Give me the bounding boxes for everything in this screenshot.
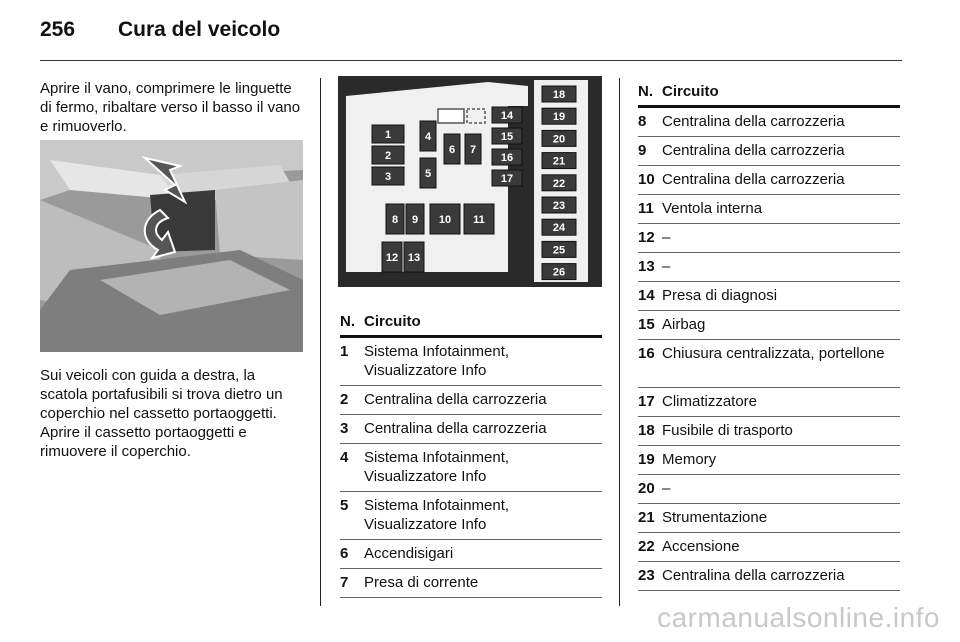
- circuit-name: Accendisigari: [364, 545, 454, 562]
- fuse-label: 21: [552, 155, 566, 168]
- circuit-name: Sistema Infotainment, Visualizzatore Info: [364, 343, 510, 379]
- fuse-label: 1: [384, 129, 392, 141]
- table-row: [340, 386, 602, 415]
- fuse-label: 17: [500, 173, 514, 185]
- circuit-name: Sistema Infotainment, Visualizzatore Info: [364, 449, 510, 485]
- table-row: [340, 444, 602, 492]
- circuit-name: –: [662, 480, 671, 497]
- table-row: [638, 137, 900, 166]
- fuse-number: 18: [638, 422, 655, 439]
- fuse-number: 14: [638, 287, 655, 304]
- table-row: [638, 108, 900, 137]
- fuse-label: 13: [407, 252, 421, 264]
- circuit-name: Presa di diagnosi: [662, 287, 778, 304]
- fuse-label: 4: [424, 131, 432, 143]
- fuse-label: 18: [552, 89, 566, 101]
- fuse-number: 19: [638, 451, 655, 468]
- fuse-label: 7: [469, 144, 477, 156]
- fuse-label: 24: [552, 222, 566, 235]
- fuse-label: 25: [552, 244, 566, 257]
- circuit-name: Centralina della carrozzeria: [662, 142, 845, 159]
- fuse-number: 12: [638, 229, 655, 246]
- circuit-name: Centralina della carrozzeria: [364, 391, 547, 408]
- fuse-number: 9: [638, 142, 647, 159]
- fuse-number: 11: [638, 200, 654, 217]
- fuse-number: 22: [638, 538, 655, 555]
- glovebox-illustration: [40, 140, 303, 352]
- fuse-label: 11: [473, 214, 485, 226]
- circuit-name: Presa di corrente: [364, 574, 479, 591]
- fuse-number: 7: [340, 574, 349, 591]
- header-circuit: Circuito: [364, 313, 421, 330]
- watermark: carmanualsonline.info: [657, 602, 940, 633]
- fuse-number: 13: [638, 258, 655, 275]
- fuse-label: 16: [500, 152, 514, 164]
- table-row: [340, 492, 602, 540]
- table-row: [638, 282, 900, 311]
- circuit-name: Ventola interna: [662, 200, 763, 217]
- fuse-number: 15: [638, 316, 655, 333]
- intro-paragraph: Aprire il vano, comprimere le linguette di fermo, ribaltare verso il basso il vano e rimuoverlo.: [40, 80, 301, 135]
- table-row: [638, 340, 900, 388]
- fuse-number: 3: [340, 420, 349, 437]
- circuit-name: Sistema Infotainment, Visualizzatore Info: [364, 497, 510, 533]
- fuse-number: 10: [638, 171, 655, 188]
- circuit-name: Chiusura centralizzata, portellone: [662, 345, 885, 362]
- table-row: [638, 417, 900, 446]
- header-number: N.: [340, 313, 355, 330]
- column-divider-right: [619, 78, 620, 606]
- table-row: [638, 195, 900, 224]
- page-title: Cura del veicolo: [118, 18, 281, 41]
- fuse-label: 19: [552, 111, 566, 124]
- fuse-box-diagram: [338, 76, 602, 287]
- table-row: [638, 311, 900, 340]
- table-row: [638, 475, 900, 504]
- fuse-number: 5: [340, 497, 349, 514]
- circuit-name: Memory: [662, 451, 717, 468]
- table-header: [340, 312, 602, 338]
- fuse-label: 5: [424, 168, 432, 180]
- glovebox-photo: [40, 140, 303, 352]
- fuse-number: 20: [638, 480, 655, 497]
- table-row: [638, 562, 900, 591]
- table-row: [638, 253, 900, 282]
- circuit-name: –: [662, 229, 671, 246]
- fuse-label: 10: [438, 214, 452, 226]
- table-row: [638, 224, 900, 253]
- fuse-label: 2: [384, 150, 392, 162]
- fuse-label: 14: [500, 110, 514, 122]
- fuse-label: 20: [552, 133, 566, 146]
- fuse-number: 16: [638, 345, 655, 362]
- fuse-number: 8: [638, 113, 647, 130]
- table-row: [638, 388, 900, 417]
- header-circuit: Circuito: [662, 83, 719, 100]
- header-rule: [40, 60, 902, 61]
- table-row: [340, 540, 602, 569]
- circuit-name: Fusibile di trasporto: [662, 422, 793, 439]
- fuse-number: 17: [638, 393, 655, 410]
- circuit-name: Centralina della carrozzeria: [662, 113, 845, 130]
- table-row: [638, 504, 900, 533]
- fuse-label: 6: [448, 144, 456, 156]
- circuit-name: Centralina della carrozzeria: [662, 171, 845, 188]
- fuse-label: 12: [385, 252, 399, 264]
- table-row: [340, 338, 602, 386]
- fuse-box-svg: [338, 76, 602, 287]
- table-row: [638, 166, 900, 195]
- fuse-label: 15: [500, 131, 514, 143]
- fuse-number: 1: [340, 343, 349, 360]
- fuse-label: 22: [552, 177, 566, 190]
- fuse-table-2: [638, 82, 900, 591]
- fuse-number: 23: [638, 567, 655, 584]
- table-row: [340, 415, 602, 444]
- header-number: N.: [638, 83, 653, 100]
- table-row: [638, 446, 900, 475]
- circuit-name: Airbag: [662, 316, 706, 333]
- fuse-number: 4: [340, 449, 349, 466]
- table-header: [638, 82, 900, 108]
- fuse-number: 21: [638, 509, 655, 526]
- rhd-paragraph: Sui veicoli con guida a destra, la scatola portafusibili si trova dietro un coperchio nel cassetto portaoggetti. Aprire il cassetto portaoggetti e rimuovere il coperchio.: [40, 367, 283, 460]
- fuse-number: 2: [340, 391, 349, 408]
- fuse-label: 8: [391, 214, 399, 226]
- column-divider-left: [320, 78, 321, 606]
- page-number: 256: [40, 18, 76, 41]
- fuse-label: 26: [552, 266, 566, 279]
- fuse-table-1: [340, 312, 602, 598]
- fuse-label: 3: [384, 171, 392, 183]
- circuit-name: –: [662, 258, 671, 275]
- circuit-name: Centralina della carrozzeria: [662, 567, 845, 584]
- fuse-label: 23: [552, 200, 566, 212]
- circuit-name: Climatizzatore: [662, 393, 758, 410]
- table-row: [340, 569, 602, 598]
- fuse-label: 9: [411, 214, 419, 226]
- circuit-name: Centralina della carrozzeria: [364, 420, 547, 437]
- page-header: [40, 18, 280, 42]
- circuit-name: Accensione: [662, 538, 740, 555]
- circuit-name: Strumentazione: [662, 509, 768, 526]
- fuse-number: 6: [340, 545, 349, 562]
- table-row: [638, 533, 900, 562]
